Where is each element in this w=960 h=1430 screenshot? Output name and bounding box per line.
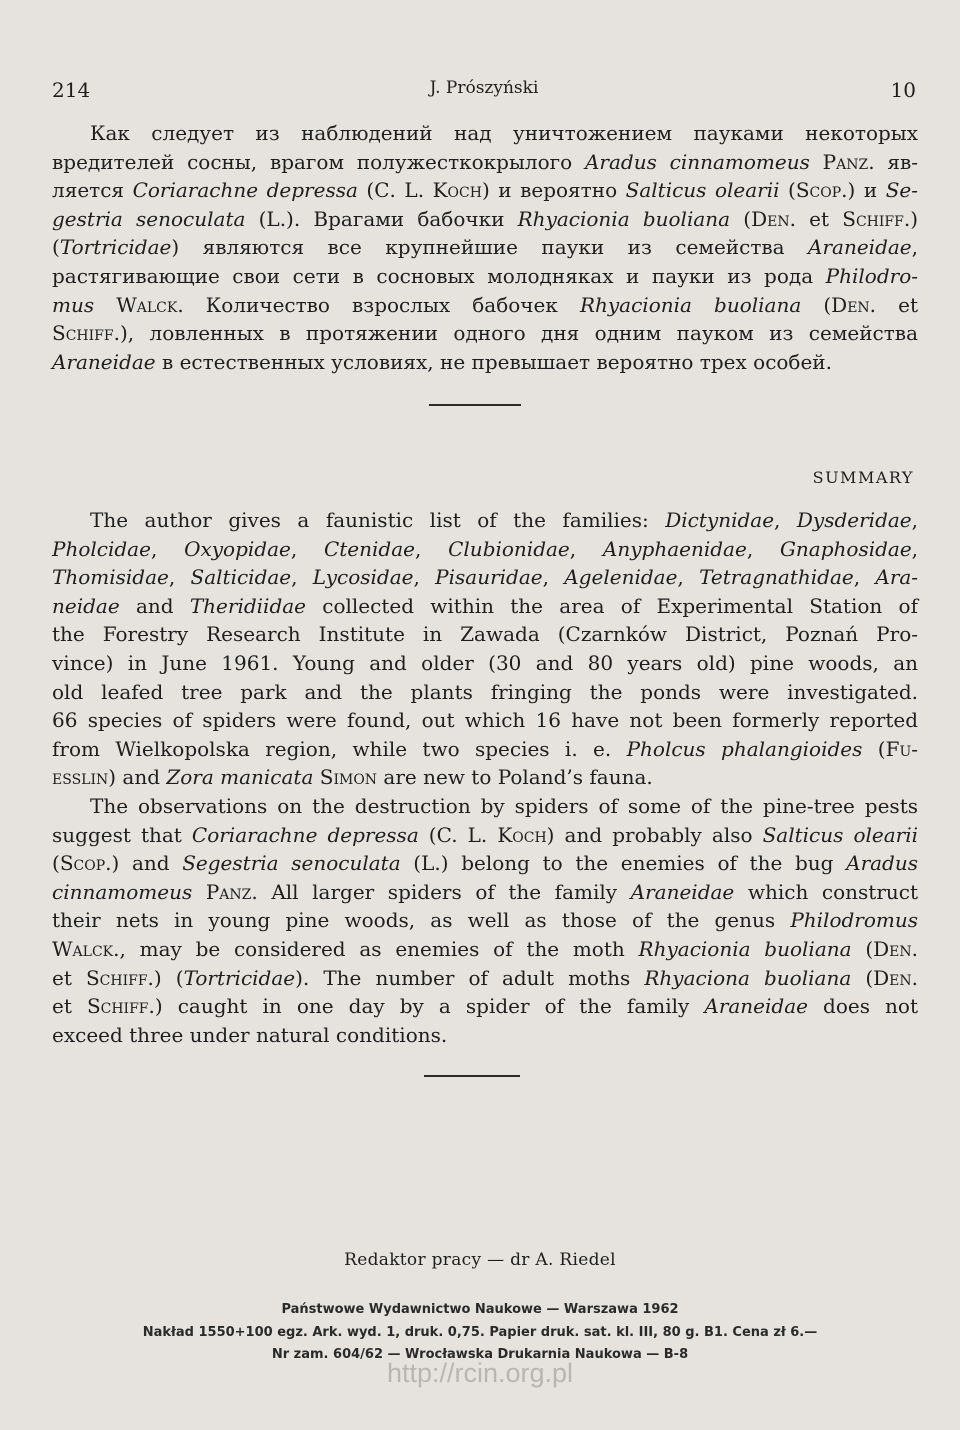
summary-p1-line: the Forestry Research Institute in Zawada (Czarnków District, Poznań Pro- xyxy=(52,622,918,647)
taxon-name: neidae xyxy=(52,593,120,618)
author-name: Den. xyxy=(751,206,796,231)
summary-p1-line: old leafed tree park and the plants fringing the ponds were investigated. xyxy=(52,679,918,704)
taxon-name: Pholcus phalangioides xyxy=(626,736,863,761)
editor-credit: Redaktor pracy — dr A. Riedel xyxy=(344,1250,616,1270)
author-name: Scop. xyxy=(795,178,848,203)
taxon-name: Segestria senoculata xyxy=(182,851,401,876)
taxon-name: Rhyaciona buoliana xyxy=(644,965,852,990)
imprint-printer: Nr zam. 604/62 — Wrocławska Drukarnia Naukowa — B-8 xyxy=(271,1347,689,1362)
summary-paragraph-1 xyxy=(52,506,918,792)
summary-p1-line: esslin) and Zora manicata Simon are new to Poland’s fauna. xyxy=(52,765,653,790)
taxon-name: gestria senoculata xyxy=(52,206,246,231)
author-name: Simon xyxy=(319,765,378,790)
end-divider xyxy=(424,1075,520,1077)
summary-p1-line: The author gives a faunistic list of the families: Dictynidae, Dysderidae, xyxy=(90,508,918,532)
russian-line: вредителей сосны, врагом полужесткокрылого Aradus cinnamomeus Panz. яв- xyxy=(52,149,919,174)
taxon-name: Ctenidae xyxy=(323,536,415,561)
taxon-name: Oxyopidae xyxy=(184,536,291,561)
watermark-url: http://rcin.org.pl xyxy=(386,1358,574,1388)
author-name: Walck. xyxy=(116,292,184,317)
taxon-name: Araneidae xyxy=(808,235,912,260)
taxon-name: Philodromus xyxy=(790,908,918,933)
summary-paragraph-2 xyxy=(52,792,918,1049)
author-name: Den. xyxy=(873,936,918,961)
author-name: Schiff. xyxy=(86,994,155,1019)
taxon-name: Tortricidae xyxy=(59,235,172,260)
author-name: Fu- xyxy=(885,736,918,761)
summary-p2-line: (Scop.) and Segestria senoculata (L.) belong to the enemies of the bug Aradus xyxy=(52,851,918,876)
page-number-right: 10 xyxy=(890,78,916,102)
author-name: Scop. xyxy=(59,851,112,876)
taxon-name: Coriarachne depressa xyxy=(191,822,419,847)
summary-p2-line: et Schiff.) caught in one day by a spider of the family Araneidae does not xyxy=(52,994,919,1019)
taxon-name: Pholcidae xyxy=(52,536,151,561)
taxon-name: Salticidae xyxy=(190,565,292,590)
summary-p2-line: their nets in young pine woods, as well as those of the genus Philodromus xyxy=(52,908,918,933)
taxon-name: Rhyacionia buoliana xyxy=(638,936,852,961)
summary-p2-line: exceed three under natural conditions. xyxy=(52,1022,448,1047)
taxon-name: Aradus xyxy=(846,851,918,876)
taxon-name: Dysderidae xyxy=(796,508,912,532)
russian-line: mus Walck. Количество взрослых бабочек Rhyacionia buoliana (Den. et xyxy=(52,292,919,317)
taxon-name: Lycosidae xyxy=(312,565,414,590)
author-name: Schiff. xyxy=(842,206,911,231)
taxon-name: Pisauridae xyxy=(435,565,543,590)
summary-p2-line: Walck., may be considered as enemies of the moth Rhyacionia buoliana (Den. xyxy=(52,936,918,961)
author-name: Panz. xyxy=(205,879,258,904)
imprint-publisher: Państwowe Wydawnictwo Naukowe — Warszawa 1962 xyxy=(281,1302,679,1317)
page-header xyxy=(52,78,916,104)
russian-paragraph xyxy=(52,119,918,376)
taxon-name: Tortricidae xyxy=(183,965,296,990)
taxon-name: Rhyacionia buoliana xyxy=(579,292,802,317)
author-name: L. Koch xyxy=(467,822,547,847)
author-name: esslin xyxy=(52,765,109,790)
summary-p2-line: The observations on the destruction by spiders of some of the pine-tree pests xyxy=(90,794,918,818)
taxon-name: Gnaphosidae xyxy=(779,536,912,561)
taxon-name: Zora manicata xyxy=(166,765,314,790)
summary-p1-line: Thomisidae, Salticidae, Lycosidae, Pisauridae, Agelenidae, Tetragnathidae, Ara- xyxy=(52,565,919,590)
taxon-name: Coriarachne depressa xyxy=(132,178,358,203)
summary-p1-line: Pholcidae, Oxyopidae, Ctenidae, Clubionidae, Anyphaenidae, Gnaphosidae, xyxy=(52,536,919,561)
imprint-print-details: Nakład 1550+100 egz. Ark. wyd. 1, druk. 0,75. Papier druk. sat. kl. III, 80 g. B1. Cena zł 6.— xyxy=(142,1325,818,1340)
taxon-name: Se- xyxy=(885,178,918,203)
taxon-name: Anyphaenidae xyxy=(602,536,747,561)
taxon-name: Salticus olearii xyxy=(762,822,918,847)
summary-heading: SUMMARY xyxy=(812,468,914,487)
taxon-name: Agelenidae xyxy=(564,565,678,590)
russian-line: ляется Coriarachne depressa (С. L. Koch) и вероятно Salticus olearii (Scop.) и Se- xyxy=(52,178,918,203)
taxon-name: Rhyacionia buoliana xyxy=(517,206,731,231)
summary-p1-line: 66 species of spiders were found, out which 16 have not been formerly reported xyxy=(52,708,918,733)
russian-line: gestria senoculata (L.). Врагами бабочки Rhyacionia buoliana (Den. et Schiff.) xyxy=(52,206,918,231)
taxon-name: Philodro- xyxy=(825,263,918,288)
taxon-name: Araneidae xyxy=(52,349,156,374)
author-name: Den. xyxy=(873,965,918,990)
summary-p1-line: vince) in June 1961. Young and older (30 and 80 years old) pine woods, an xyxy=(52,650,918,675)
summary-p2-line: cinnamomeus Panz. All larger spiders of the family Araneidae which construct xyxy=(52,879,919,904)
taxon-name: Clubionidae xyxy=(448,536,570,561)
summary-p2-line: suggest that Coriarachne depressa (C. L. Koch) and probably also Salticus olearii xyxy=(52,822,918,847)
taxon-name: Aradus cinnamomeus xyxy=(584,149,810,174)
running-title: J. Prószyński xyxy=(429,78,539,98)
taxon-name: Dictynidae xyxy=(665,508,775,532)
taxon-name: mus xyxy=(52,292,95,317)
section-divider xyxy=(429,404,521,406)
author-name: Den. xyxy=(831,292,877,317)
summary-p1-line: neidae and Theridiidae collected within the area of Experimental Station of xyxy=(52,593,918,618)
summary-p2-line: et Schiff.) (Tortricidae). The number of adult moths Rhyaciona buoliana (Den. xyxy=(52,965,918,990)
page-number-left: 214 xyxy=(52,78,91,102)
author-name: Walck. xyxy=(52,936,120,961)
taxon-name: Theridiidae xyxy=(189,593,306,618)
taxon-name: Araneidae xyxy=(630,879,735,904)
taxon-name: cinnamomeus xyxy=(52,879,193,904)
taxon-name: Thomisidae xyxy=(52,565,169,590)
taxon-name: Salticus olearii xyxy=(625,178,780,203)
author-name: Schiff. xyxy=(52,321,120,346)
author-name: Panz. xyxy=(822,149,875,174)
author-name: Schiff. xyxy=(85,965,154,990)
russian-line: Как следует из наблюдений над уничтожением пауками некоторых xyxy=(90,121,918,145)
taxon-name: Ara- xyxy=(875,565,919,590)
taxon-name: Araneidae xyxy=(704,994,808,1019)
russian-line: Araneidae в естественных условиях, не превышает вероятно трех особей. xyxy=(52,349,832,374)
russian-line: (Tortricidae) являются все крупнейшие пауки из семейства Araneidae, xyxy=(52,235,918,260)
russian-line: растягивающие свои сети в сосновых молодняках и пауки из рода Philodro- xyxy=(52,263,918,288)
author-name: L. Koch xyxy=(404,178,482,203)
summary-p1-line: from Wielkopolska region, while two species i. e. Pholcus phalangioides (Fu- xyxy=(52,736,918,761)
russian-line: Schiff.), ловленных в протяжении одного дня одним пауком из семейства xyxy=(52,321,918,346)
taxon-name: Tetragnathidae xyxy=(699,565,854,590)
